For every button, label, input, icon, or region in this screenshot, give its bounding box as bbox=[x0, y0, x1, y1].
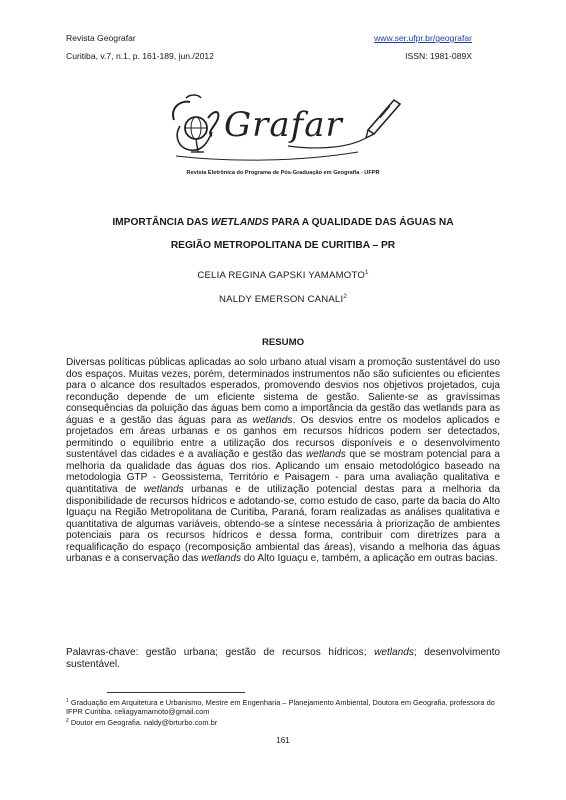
author-2: NALDY EMERSON CANALI$^2$ bbox=[219, 293, 347, 305]
journal-name: Revista Geografar bbox=[66, 33, 136, 43]
title-line-1: IMPORTÂNCIA DAS WETLANDS PARA A QUALIDADE DAS ÁGUAS NA bbox=[112, 217, 454, 228]
title-line-2: REGIÃO METROPOLITANA DE CURITIBA – PR bbox=[170, 240, 396, 251]
globe-pen-logo-icon bbox=[168, 92, 408, 164]
abstract-heading: RESUMO bbox=[261, 337, 305, 348]
author-1: CELIA REGINA GAPSKI YAMAMOTO$^1$ bbox=[197, 269, 369, 281]
page-number: 161 bbox=[276, 736, 290, 745]
issn: ISSN: 1981-089X bbox=[405, 51, 472, 61]
journal-subtitle: Revista Eletrônica do Programa de Pós-Graduação em Geografia - UFPR bbox=[186, 170, 380, 176]
article-title bbox=[66, 211, 500, 257]
geografar-logo bbox=[168, 92, 408, 164]
abstract-text: Diversas políticas públicas aplicadas ao solo urbano atual visam a promoção sustentável do uso dos espaços. Muitas vezes, porém, determinados instrumentos não são suficientes ou eficientes para o alcance dos resultados esperados, promovendo desvios nos objetivos projetados, cuja recondução depende de um eficiente sistema de gestão. Saliente-se as gravíssimas consequências da poluição das águas bem como a importância da gestão das wetlands para as águas e a gestão das águas para as wetlands. Os desvios entre os modelos aplicados e projetados em áreas urbanas e os ganhos em recursos hídricos podem ser detectados, permitindo o equilíbrio entre a utilização dos recursos disponíveis e o desenvolvimento sustentável das cidades e a avaliação e gestão das wetlands que se mostram potencial para a melhoria da qualidade das águas dos rios. Aplicando um ensaio metodológico baseado na metodologia GTP - Geossistema, Território e Paisagem - para uma avaliação qualitativa e quantitativa de wetlands urbanas e de utilização potencial destas para a melhoria da disponibilidade de recursos hídricos e adotando-se, como estudo de caso, parte da bacia do Alto Iguaçu na Região Metropolitana de Curitiba, Paraná, foram realizadas as análises qualitativa e quantitativa de algumas variáveis, obtendo-se a síntese necessária à priorização de ambientes potenciais para os recursos hídricos e dessa forma, contribuir com diretrizes para a requalificação do espaço (recomposição ambiental das áreas), visando a melhoria das águas urbanas e a conservação das wetlands do Alto Iguaçu e, também, a aplicação em outras bacias. bbox=[66, 357, 500, 565]
citation-info: Curitiba, v.7, n.1, p. 161-189, jun./2012 bbox=[66, 51, 214, 61]
footnote-1: $^1$ Graduação em Arquitetura e Urbanismo, Mestre em Engenharia – Planejamento Ambiental, Doutora em Geografia, professora do IFPR Curitiba. celiagyamamoto@gmail.com bbox=[66, 698, 495, 717]
logo-wordmark: Grafar bbox=[224, 105, 343, 145]
keywords: Palavras-chave: gestão urbana; gestão de recursos hídricos; wetlands; desenvolvimento sustentável. bbox=[66, 647, 500, 670]
footnote-divider bbox=[107, 692, 245, 693]
footnote-2: $^2$ Doutor em Geografia. naldy@brturbo.com.br bbox=[66, 718, 218, 727]
journal-url-link[interactable]: www.ser.ufpr.br/geografar bbox=[374, 33, 472, 43]
